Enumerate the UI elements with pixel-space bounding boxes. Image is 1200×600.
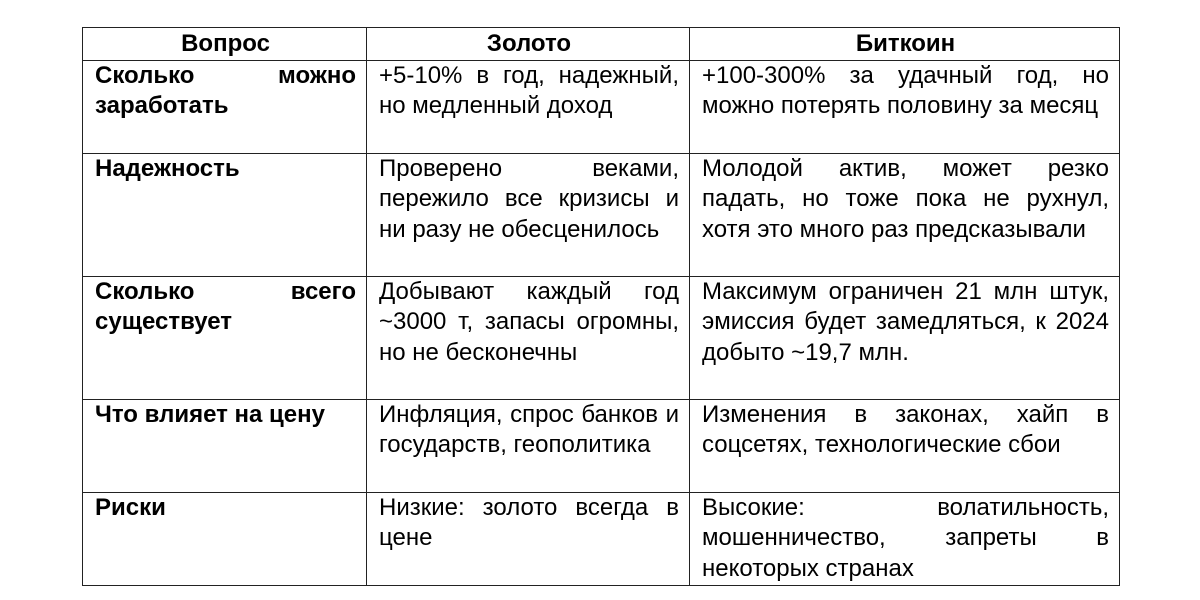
header-bitcoin: Биткоин	[690, 28, 1120, 61]
row-gold: Инфляция, спрос банков и государств, геополитика	[367, 399, 690, 492]
row-question: Сколько можно заработать	[83, 60, 367, 153]
row-gold: Низкие: золото всегда в цене	[367, 492, 690, 585]
row-question: Надежность	[83, 153, 367, 276]
row-question: Что влияет на цену	[83, 399, 367, 492]
row-bitcoin: +100-300% за удачный год, но можно потерять половину за месяц	[690, 60, 1120, 153]
header-question: Вопрос	[83, 28, 367, 61]
row-gold: Добывают каждый год ~3000 т, запасы огромны, но не бесконечны	[367, 276, 690, 399]
row-bitcoin: Максимум ограничен 21 млн штук, эмиссия будет замедляться, к 2024 добыто ~19,7 млн.	[690, 276, 1120, 399]
row-gold: Проверено веками, пережило все кризисы и ни разу не обесценилось	[367, 153, 690, 276]
table-row	[83, 399, 1120, 492]
table-row	[83, 153, 1120, 276]
gold-vs-bitcoin-table	[82, 27, 1120, 586]
table-row	[83, 492, 1120, 585]
row-question: Сколько всего существует	[83, 276, 367, 399]
row-question: Риски	[83, 492, 367, 585]
row-bitcoin: Изменения в законах, хайп в соцсетях, технологические сбои	[690, 399, 1120, 492]
comparison-table-container	[82, 27, 1119, 586]
row-bitcoin: Молодой актив, может резко падать, но тоже пока не рухнул, хотя это много раз предсказывали	[690, 153, 1120, 276]
row-bitcoin: Высокие: волатильность, мошенничество, запреты в некоторых странах	[690, 492, 1120, 585]
header-gold: Золото	[367, 28, 690, 61]
table-header-row	[83, 28, 1120, 61]
table-row	[83, 60, 1120, 153]
row-gold: +5-10% в год, надежный, но медленный доход	[367, 60, 690, 153]
table-row	[83, 276, 1120, 399]
